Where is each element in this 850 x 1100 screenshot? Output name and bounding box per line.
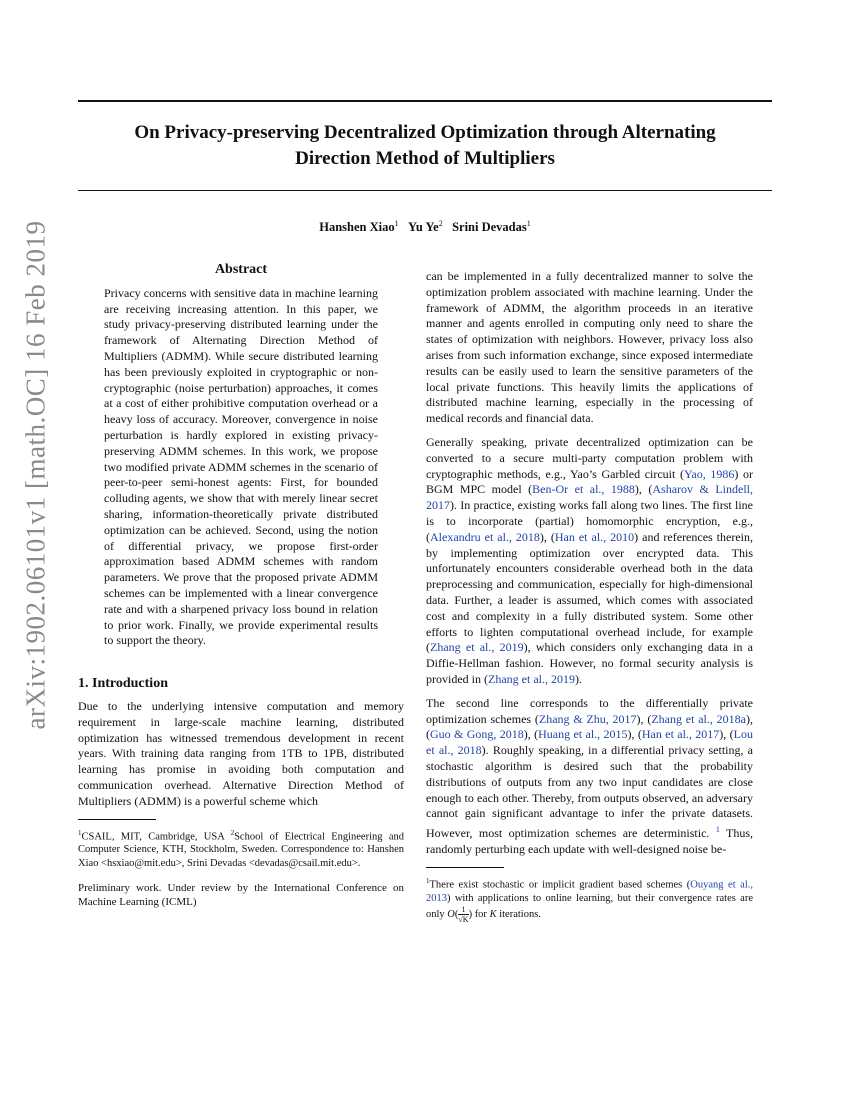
footnote-1: $^1$There exist stochastic or implicit gradient based schemes (Ouyang et al., 2013) with applications to online learning, but their convergence rates are only O( $\frac{1}{√K}$ ) for K iterations. (426, 876, 753, 924)
citation-link[interactable]: Alexandru et al., 2018 (430, 529, 540, 544)
text-run: for (472, 908, 490, 920)
text-run: ). Roughly speaking, in a differential privacy setting, a stochastic algorithm is desired such that the probability distributions of outputs from any two input candidates are close enough to each other. Thereby, from outputs observed, an adversary cannot gain significant advantage to infer the private datasets. However, most optimization schemes are deterministic. (426, 743, 753, 841)
math-big-o: O (447, 908, 455, 920)
affiliation-2-correspondence: School of Electrical Engineering and Computer Science, KTH, Stockholm, Sweden. Correspondence to: Hanshen Xiao <hsxiao@mit.edu>, Srini Devadas <devadas@csail.mit.edu>. (78, 831, 404, 869)
text-run: ). In practice, existing works fall along two lines. The first line is to incorporate (partial) homomorphic encryption, e.g., ( (426, 498, 753, 544)
citation-link[interactable]: Guo & Gong, 2018 (430, 727, 524, 742)
citation-link[interactable]: Zhang & Zhu, 2017 (538, 711, 637, 726)
title-bottom-rule (78, 190, 772, 191)
citation-link[interactable]: Zhang et al., 2019 (430, 640, 524, 655)
fraction-denominator: √K (458, 915, 469, 924)
affiliation-footnote (78, 827, 404, 871)
abstract-heading: Abstract (214, 262, 268, 277)
author-affiliation-mark: 1 (526, 219, 531, 228)
footnote-mark: 2 (230, 828, 235, 837)
arxiv-identifier-stamp (16, 220, 56, 730)
math-fraction (458, 905, 468, 924)
affiliation-1: CSAIL, MIT, Cambridge, USA (81, 831, 231, 842)
citation-link[interactable]: Han et al., 2010 (554, 529, 635, 544)
citation-link[interactable]: Ouyang et al., 2013 (426, 879, 753, 904)
arxiv-identifier-text: arXiv:1902.06101v1 [math.OC] 16 Feb 2019 (20, 220, 51, 730)
text-run: ), ( (426, 711, 753, 742)
paper-title (78, 120, 772, 172)
citation-link[interactable]: Zhang et al., 2018a (651, 711, 746, 726)
text-run: ), ( (539, 529, 555, 544)
footnote-rule (78, 819, 156, 820)
text-run: ), ( (627, 727, 642, 742)
body-paragraph (426, 696, 753, 858)
introduction-heading: 1. Introduction (78, 676, 168, 692)
left-column (78, 262, 404, 909)
footnote-mark: 1 (78, 828, 82, 837)
fraction-numerator: 1 (458, 905, 468, 915)
author-name: Srini Devadas (452, 220, 527, 235)
text-run: ), which considers only exchanging data in a Diffie-Hellman fashion. However, no formal security analysis is provided in ( (426, 640, 754, 686)
text-run: There exist stochastic or implicit gradient based schemes ( (429, 879, 691, 891)
text-run: ). (574, 671, 582, 686)
author-name: Hanshen Xiao (319, 220, 395, 235)
text-run: ) and references therein, by implementing optimization over encrypted data. This unfortunately encounters considerable overhead both in the data preprocessing and communication, especially for high-dimensional data. Further, a leader is assumed, which comes with associated cost and complexity in a fully distributed system. Some other efforts to lighten computational overhead include, for example ( (426, 529, 754, 655)
body-paragraph (426, 435, 753, 688)
citation-link[interactable]: Yao, 1986 (683, 466, 735, 481)
abstract-text: Privacy concerns with sensitive data in machine learning are receiving increasing attention. In this paper, we study privacy-preserving distributed learning under the framework of Alternating Direction Method of Multipliers (ADMM). While secure distributed learning has been previously exploited in cryptographic or non-cryptographic (noise perturbation) approaches, it comes at a cost of either prohibitive computation overhead or a heavy loss of accuracy. Moreover, convergence in noise perturbation is hardly explored in existing privacy-preserving ADMM schemes. In this work, we propose two modified private ADMM schemes in the scenario of peer-to-peer semi-honest agents: First, for bounded colluding agents, we show that with merely linear secret sharing, information-theoretically private distributed optimization can be achieved. Second, using the notion of differential privacy, we propose first-order approximation based ADMM schemes with random parameters. We prove that the proposed private ADMM schemes can be implemented with a linear convergence rate and with a sharpened privacy loss bound in relation to prior work. Finally, we provide experimental results to support the theory. (104, 285, 378, 648)
text-run: Generally speaking, private decentralized optimization can be converted to a secure multi-party computation problem with cryptographic methods, e.g., Yao’s Garbled circuit ( (426, 434, 753, 481)
author-list (78, 219, 772, 235)
title-top-rule (78, 100, 772, 102)
introduction-paragraph: Due to the underlying intensive computation and memory requirement in large-scale machine learning, distributed optimization has witnessed tremendous development in recent years. With training data ranging from 1TB to 1PB, distributed learning has promise in avoiding both computation and communication overhead. Alternative Direction Method of Multipliers (ADMM) is a powerful scheme which (78, 698, 404, 808)
text-run: ), ( (636, 711, 652, 726)
text-run: ) with applications to online learning, but their convergence rates are only (426, 892, 753, 920)
citation-link[interactable]: Han et al., 2017 (641, 727, 720, 742)
citation-link[interactable]: Zhang et al., 2019 (488, 671, 575, 686)
citation-link[interactable]: Huang et al., 2015 (538, 727, 628, 742)
text-run: ), ( (523, 727, 539, 742)
text-run: The second line corresponds to the differentially private optimization schemes ( (426, 695, 753, 726)
footnote-mark: 1 (426, 876, 430, 885)
text-run: ), ( (719, 727, 734, 742)
citation-link[interactable]: Asharov & Lindell, 2017 (426, 482, 754, 513)
text-run: iterations. (496, 908, 541, 920)
author-affiliation-mark: 2 (438, 219, 443, 228)
title-line-2: Direction Method of Multipliers (295, 148, 555, 169)
preliminary-work-note: Preliminary work. Under review by the International Conference on Machine Learning (ICML) (78, 882, 404, 908)
footnote-rule (426, 867, 504, 868)
citation-link[interactable]: Ben-Or et al., 1988 (532, 482, 635, 497)
body-paragraph: can be implemented in a fully decentralized manner to solve the optimization problem associated with machine learning. Under the framework of ADMM, the algorithm proceeds in an iterative manner and agents enrolled in computing only need to share the states of optimization with neighbors. However, privacy loss also arises from such information exchange, since exposed intermediate results can be easily used to learn the sensitive parameters of the local private functions. This heavily limits the applications of distributed machine learning, especially in the processing of medical records and financial data. (426, 269, 753, 426)
citation-link[interactable]: Lou et al., 2018 (426, 727, 753, 758)
author-affiliation-mark: 1 (394, 219, 399, 228)
text-run: ) or BGM MPC model ( (426, 466, 753, 497)
text-run: ), ( (634, 482, 653, 497)
right-column (426, 269, 753, 924)
author-name: Yu Ye (408, 220, 439, 235)
footnote-reference-link[interactable]: 1 (715, 825, 720, 835)
math-variable: K (489, 908, 497, 920)
text-run: Thus, randomly perturbing each update with well-designed noise be- (426, 826, 753, 856)
title-line-1: On Privacy-preserving Decentralized Optimization through Alternating (134, 122, 716, 143)
